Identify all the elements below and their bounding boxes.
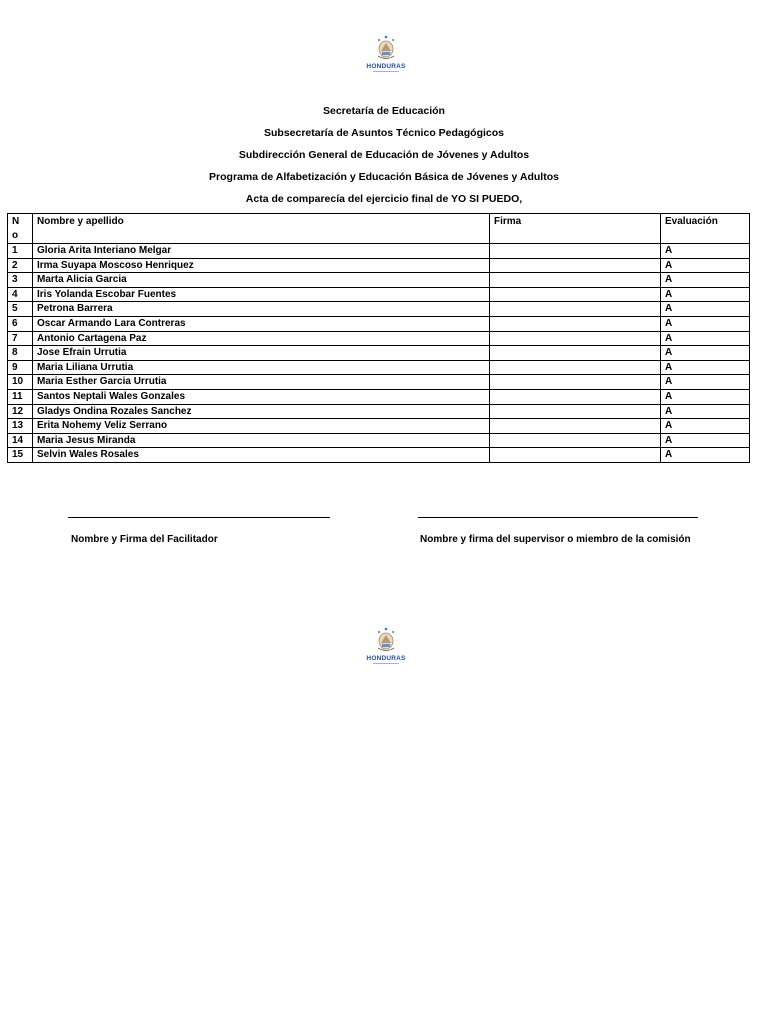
cell-firma[interactable] [490,316,661,331]
cell-name: Erita Nohemy Veliz Serrano [33,419,490,434]
cell-no: 1 [8,244,33,259]
header-line-3: Subdirección General de Educación de Jóvenes y Adultos [238,149,530,161]
table-row [8,331,750,346]
cell-eval: A [661,302,750,317]
table-row [8,302,750,317]
table-row [8,287,750,302]
cell-firma[interactable] [490,375,661,390]
cell-name: Maria Esther Garcia Urrutia [33,375,490,390]
cell-no: 14 [8,433,33,448]
cell-firma[interactable] [490,273,661,288]
cell-no: 4 [8,287,33,302]
cell-firma[interactable] [490,389,661,404]
header-no-line2: o [12,230,19,241]
cell-no: 8 [8,346,33,361]
header-line-2: Subsecretaría de Asuntos Técnico Pedagógicos [263,127,504,139]
cell-firma[interactable] [490,433,661,448]
logo-text: HONDURAS [366,63,406,70]
table-row [8,433,750,448]
cell-eval: A [661,375,750,390]
header-no [8,214,33,244]
honduras-coat-of-arms-icon [373,34,399,62]
table-body [8,244,750,463]
header-name: Nombre y apellido [33,214,490,244]
cell-eval: A [661,258,750,273]
supervisor-signature-block [418,505,698,545]
cell-eval: A [661,316,750,331]
cell-firma[interactable] [490,404,661,419]
cell-name: Maria Liliana Urrutia [33,360,490,375]
cell-name: Marta Alicia Garcia [33,273,490,288]
supervisor-signature-label: Nombre y firma del supervisor o miembro de la comisión [420,534,691,545]
attendance-table [7,213,750,463]
cell-name: Maria Jesus Miranda [33,433,490,448]
table-row [8,316,750,331]
supervisor-signature-line[interactable] [418,505,698,518]
cell-no: 7 [8,331,33,346]
cell-name: Petrona Barrera [33,302,490,317]
cell-eval: A [661,419,750,434]
cell-name: Santos Neptali Wales Gonzales [33,389,490,404]
cell-no: 6 [8,316,33,331]
cell-no: 10 [8,375,33,390]
cell-eval: A [661,287,750,302]
cell-firma[interactable] [490,287,661,302]
table-row [8,258,750,273]
table-row [8,273,750,288]
logo-underline [373,71,399,72]
cell-firma[interactable] [490,258,661,273]
table-row [8,375,750,390]
document-header [0,100,768,210]
cell-firma[interactable] [490,346,661,361]
cell-firma[interactable] [490,331,661,346]
logo-text: HONDURAS [366,655,406,662]
cell-no: 2 [8,258,33,273]
table-row [8,389,750,404]
cell-firma[interactable] [490,244,661,259]
cell-firma[interactable] [490,419,661,434]
cell-no: 3 [8,273,33,288]
cell-eval: A [661,404,750,419]
table-row [8,404,750,419]
cell-name: Gladys Ondina Rozales Sanchez [33,404,490,419]
header-evaluacion: Evaluación [661,214,750,244]
cell-no: 12 [8,404,33,419]
cell-firma[interactable] [490,302,661,317]
cell-name: Iris Yolanda Escobar Fuentes [33,287,490,302]
cell-eval: A [661,273,750,288]
header-no-line1: N [12,216,20,227]
table-row [8,448,750,463]
honduras-logo-bottom [364,626,408,674]
cell-eval: A [661,448,750,463]
cell-name: Irma Suyapa Moscoso Henriquez [33,258,490,273]
cell-no: 15 [8,448,33,463]
cell-no: 9 [8,360,33,375]
cell-name: Gloria Arita Interiano Melgar [33,244,490,259]
cell-eval: A [661,433,750,448]
header-firma: Firma [490,214,661,244]
header-line-5: Acta de comparecía del ejercicio final de YO SI PUEDO, [245,193,523,205]
cell-no: 11 [8,389,33,404]
header-line-1: Secretaría de Educación [323,105,445,117]
cell-firma[interactable] [490,448,661,463]
facilitator-signature-line[interactable] [68,505,330,518]
cell-eval: A [661,346,750,361]
table-header-row [8,214,750,244]
table-row [8,244,750,259]
cell-name: Antonio Cartagena Paz [33,331,490,346]
logo-underline [373,663,399,664]
cell-eval: A [661,389,750,404]
table-row [8,419,750,434]
cell-name: Selvin Wales Rosales [33,448,490,463]
table-row [8,360,750,375]
facilitator-signature-label: Nombre y Firma del Facilitador [71,534,218,545]
honduras-coat-of-arms-icon [373,626,399,654]
honduras-logo-top [364,34,408,82]
cell-name: Jose Efrain Urrutia [33,346,490,361]
cell-name: Oscar Armando Lara Contreras [33,316,490,331]
header-line-4: Programa de Alfabetización y Educación Básica de Jóvenes y Adultos [209,171,559,183]
table-row [8,346,750,361]
facilitator-signature-block [68,505,330,545]
cell-no: 5 [8,302,33,317]
cell-eval: A [661,331,750,346]
cell-firma[interactable] [490,360,661,375]
cell-no: 13 [8,419,33,434]
cell-eval: A [661,360,750,375]
cell-eval: A [661,244,750,259]
